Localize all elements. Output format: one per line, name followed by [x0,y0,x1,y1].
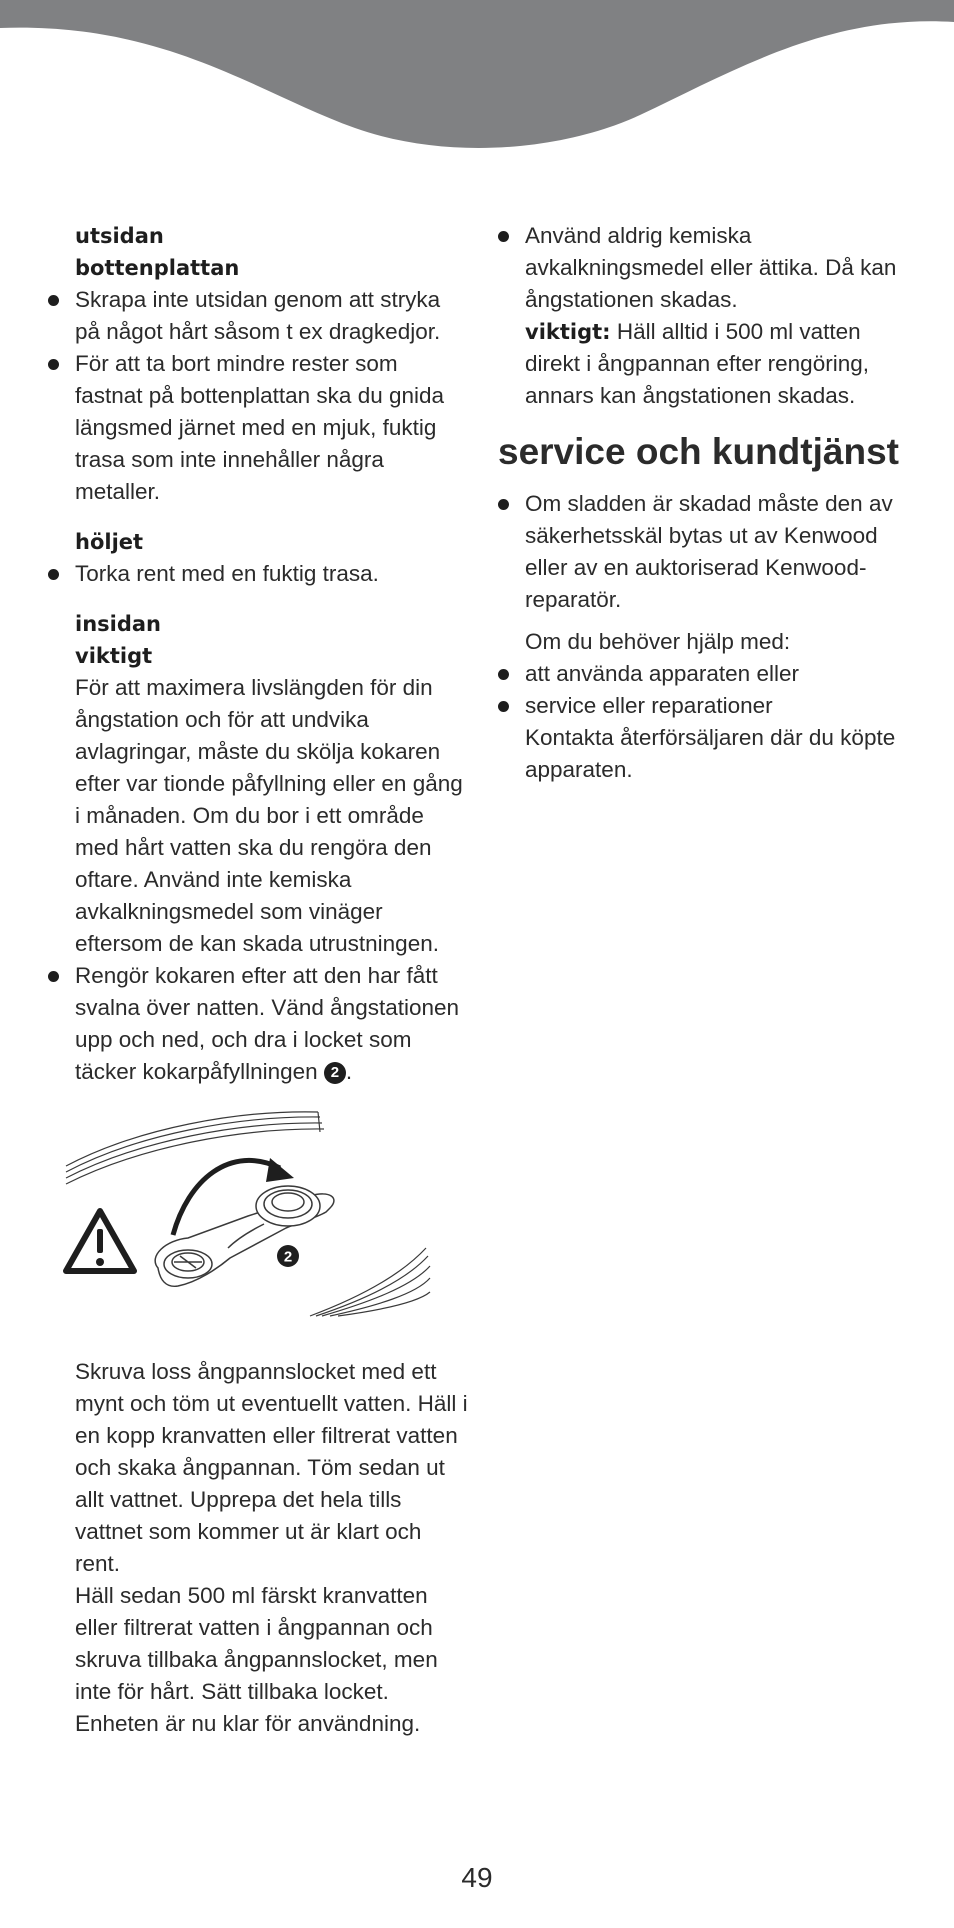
warning-triangle-icon [66,1211,134,1271]
important-label: viktigt: [525,320,611,344]
help-intro: Om du behöver hjälp med: [525,629,791,654]
heading-holjet: höljet [75,530,144,554]
figure-number: 2 [283,1248,293,1266]
left-column [48,220,468,1740]
list-item [48,960,468,1088]
help-list [498,658,918,722]
heading-viktigt: viktigt [75,644,153,668]
list-item: Skrapa inte utsidan genom att stryka på något hårt såsom t ex dragkedjor. [48,284,468,348]
list-item: service eller reparationer [498,690,918,722]
list-item [498,220,918,412]
insidan-list [48,960,468,1088]
list-item: Om sladden är skadad måste den av säkerhetsskäl bytas ut av Kenwood eller av en auktoriserad Kenwood-reparatör. [498,488,918,616]
section-title: service och kundtjänst [498,431,899,472]
figure-number-badge [277,1245,299,1267]
holjet-list [48,558,468,590]
heading-utsidan: utsidan [75,224,164,248]
page-number: 49 [461,1862,493,1893]
right-column [498,220,918,786]
insidan-paragraph: För att maximera livslängden för din ångstation och för att undvika avlagringar, måste du skölja kokaren efter var tionde påfyllning eller en gång i månaden. Om du bor i ett område med hårt vatten ska du rengöra den oftare. Använd inte kemiska avkalkningsmedel som vinäger eftersom de kan skada utrustningen. [75,675,463,956]
boiler-cap-icon [155,1186,334,1286]
figure-ref-badge: 2 [324,1062,346,1084]
list-item: Torka rent med en fuktig trasa. [48,558,468,590]
iron-outline-lines [66,1112,430,1316]
help-outro: Kontakta återförsäljaren där du köpte apparaten. [525,725,896,782]
list-item-text: Rengör kokaren efter att den har fått svalna över natten. Vänd ångstationen upp och ned, och dra i locket som täcker kokarpåfyllningen [75,963,460,1084]
illustration-figure [48,1098,468,1338]
important-text: Häll alltid i 500 ml vatten direkt i ångpannan efter rengöring, annars kan ångstationen skadas. [525,319,869,408]
list-item-text: Använd aldrig kemiska avkalkningsmedel eller ättika. Då kan ångstationen skadas. [525,223,897,312]
after-figure-paragraph-2: Häll sedan 500 ml färskt kranvatten eller filtrerat vatten i ångpannan och skruva tillbaka ångpannslocket, men inte för hårt. Sätt tillbaka locket. Enheten är nu klar för användning. [75,1583,438,1736]
heading-insidan: insidan [75,612,161,636]
list-item: För att ta bort mindre rester som fastnat på bottenplattan ska du gnida längsmed järnet med en mjuk, fuktig trasa som inte innehåller några metaller. [48,348,468,508]
after-figure-paragraph-1: Skruva loss ångpannslocket med ett mynt och töm ut eventuellt vatten. Häll i en kopp kranvatten eller filtrerat vatten och skaka ångpannan. Töm sedan ut allt vattnet. Upprepa det hela tills vattnet som kommer ut är klart och rent. [75,1359,468,1576]
chemical-warning-list [498,220,918,412]
heading-bottenplattan: bottenplattan [75,256,240,280]
list-item: att använda apparaten eller [498,658,918,690]
bottenplattan-list [48,284,468,508]
list-item-end: . [345,1059,353,1084]
service-list [498,488,918,616]
header-wave-banner [0,0,954,160]
